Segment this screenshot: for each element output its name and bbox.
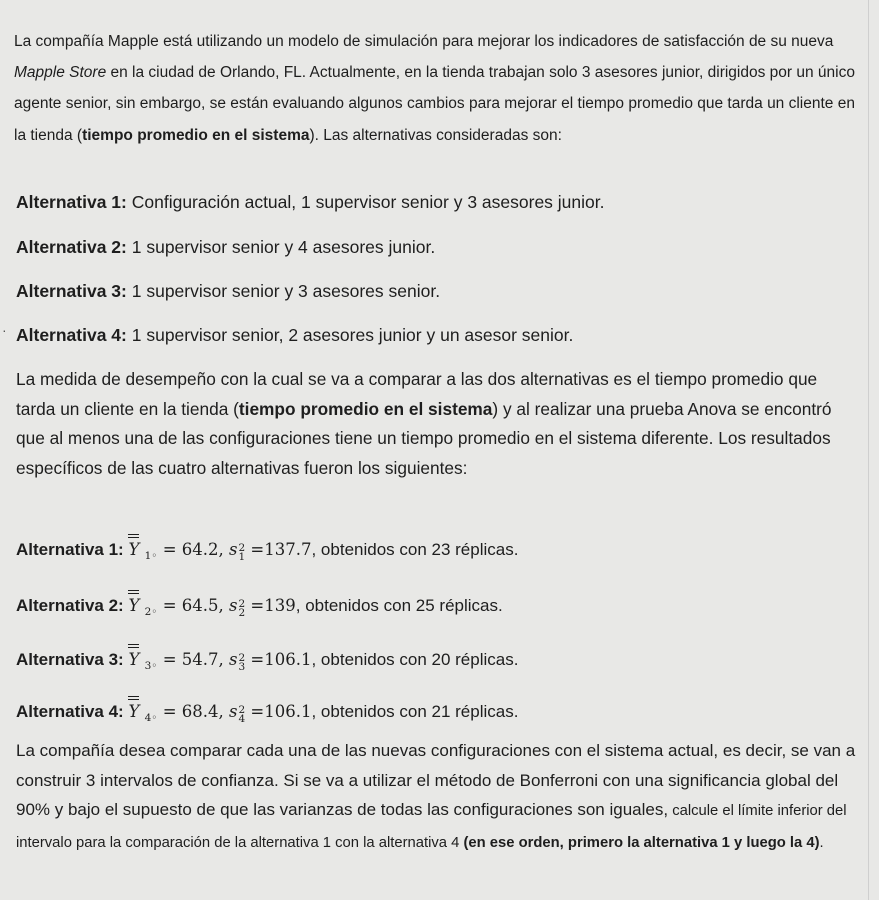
mean-symbol: Y (128, 702, 140, 721)
variance-index: 2 (238, 607, 246, 619)
question-text: La compañía desea comparar cada una de las nuevas configuraciones con el sistema actual, es decir, se van a construir 3 intervalos de confianza. Si se va a utilizar el método de Bonferroni con una significancia global del 90% y bajo el supuesto de que las varianzas de todas las configuraciones son iguales, (16, 741, 856, 819)
question-paragraph (16, 736, 861, 858)
intro-text-1: La compañía Mapple está utilizando un modelo de simulación para mejorar los indicadores de satisfacción de su nueva (14, 33, 834, 50)
question-bold: (en ese orden, primero la alternativa 1 y luego la 4) (463, 834, 820, 851)
mean-symbol: Y (128, 650, 140, 669)
mean-value: = 64.2, (157, 540, 230, 559)
result-alternative-2 (16, 596, 503, 618)
result-label: Alternativa 2: (16, 596, 129, 615)
mean-index: 4◦ (144, 712, 158, 724)
result-alternative-1 (16, 540, 518, 562)
alternative-3 (16, 281, 440, 302)
measure-bold: tiempo promedio en el sistema (238, 398, 493, 419)
measure-text-1: La medida de desempeño con la cual se va a comparar a las dos alternativas es el tiempo promedio que tarda un cliente en la tienda ( (16, 369, 818, 419)
alternative-label: Alternativa 3: (16, 281, 127, 301)
intro-paragraph (14, 26, 859, 151)
alternative-label: Alternativa 4: (16, 325, 127, 345)
variance-exponent: 2 (238, 598, 246, 610)
variance-value: =106.1 (245, 702, 312, 721)
mean-symbol: Y (128, 596, 140, 615)
alternative-4 (16, 325, 573, 346)
replicas-text: , obtenidos con 21 réplicas. (311, 702, 519, 721)
result-label: Alternativa 1: (16, 540, 129, 559)
alternative-text: Configuración actual, 1 supervisor senior y 3 asesores junior. (126, 192, 605, 212)
mean-value: = 68.4, (157, 702, 230, 721)
variance-exponent: 2 (238, 704, 246, 716)
variance-value: =106.1 (245, 650, 312, 669)
alternative-text: 1 supervisor senior, 2 asesores junior y un asesor senior. (126, 325, 574, 345)
replicas-text: , obtenidos con 25 réplicas. (295, 596, 503, 615)
variance-index: 4 (238, 713, 246, 725)
intro-text-2: en la ciudad de Orlando, FL. Actualmente, en la tienda trabajan solo 3 asesores junior, dirigidos por un único agente senior, sin embargo, se están evaluando algunos cambios para mejorar el tiempo promedio que tarda un cliente en la tienda ( (14, 64, 855, 144)
variance-exponent: 2 (238, 652, 246, 664)
variance-index: 1 (238, 551, 246, 563)
bullet-mark: · (2, 322, 7, 338)
page-edge-divider (868, 0, 869, 900)
variance-symbol: s (229, 650, 238, 669)
variance-exponent: 2 (238, 542, 246, 554)
replicas-text: , obtenidos con 20 réplicas. (311, 650, 519, 669)
alternative-label: Alternativa 1: (16, 192, 127, 212)
replicas-text: , obtenidos con 23 réplicas. (311, 540, 519, 559)
measure-text-2: ) y al realizar una prueba Anova se encontró que al menos una de las configuraciones tiene un tiempo promedio en el sistema diferente. Los resultados específicos de las cuatro alternativas fueron los siguientes: (16, 398, 832, 479)
measure-paragraph (16, 365, 861, 484)
result-alternative-3 (16, 650, 518, 672)
variance-value: =137.7 (245, 540, 312, 559)
mean-value: = 64.5, (157, 596, 230, 615)
alternative-1 (16, 192, 605, 213)
store-name: Mapple Store (14, 64, 107, 82)
intro-text-3: ). Las alternativas consideradas son: (309, 126, 562, 144)
alternative-text: 1 supervisor senior y 4 asesores junior. (126, 237, 436, 257)
result-label: Alternativa 3: (16, 650, 129, 669)
variance-symbol: s (229, 702, 238, 721)
result-alternative-4 (16, 702, 518, 724)
variance-symbol: s (229, 596, 238, 615)
alternative-2 (16, 237, 435, 258)
question-end: . (819, 834, 824, 851)
mean-value: = 54.7, (157, 650, 230, 669)
mean-index: 1◦ (144, 550, 158, 562)
alternative-label: Alternativa 2: (16, 237, 127, 257)
mean-symbol: Y (128, 540, 140, 559)
variance-index: 3 (238, 661, 246, 673)
mean-index: 3◦ (144, 660, 158, 672)
result-label: Alternativa 4: (16, 702, 129, 721)
question-small-text: calcule el límite inferior del intervalo para la comparación de la alternativa 1 con la alternativa 4 (16, 803, 847, 851)
alternative-text: 1 supervisor senior y 3 asesores senior. (126, 281, 441, 301)
variance-value: =139 (245, 596, 296, 615)
mean-index: 2◦ (144, 606, 158, 618)
variance-symbol: s (229, 540, 238, 559)
intro-bold: tiempo promedio en el sistema (82, 126, 310, 144)
